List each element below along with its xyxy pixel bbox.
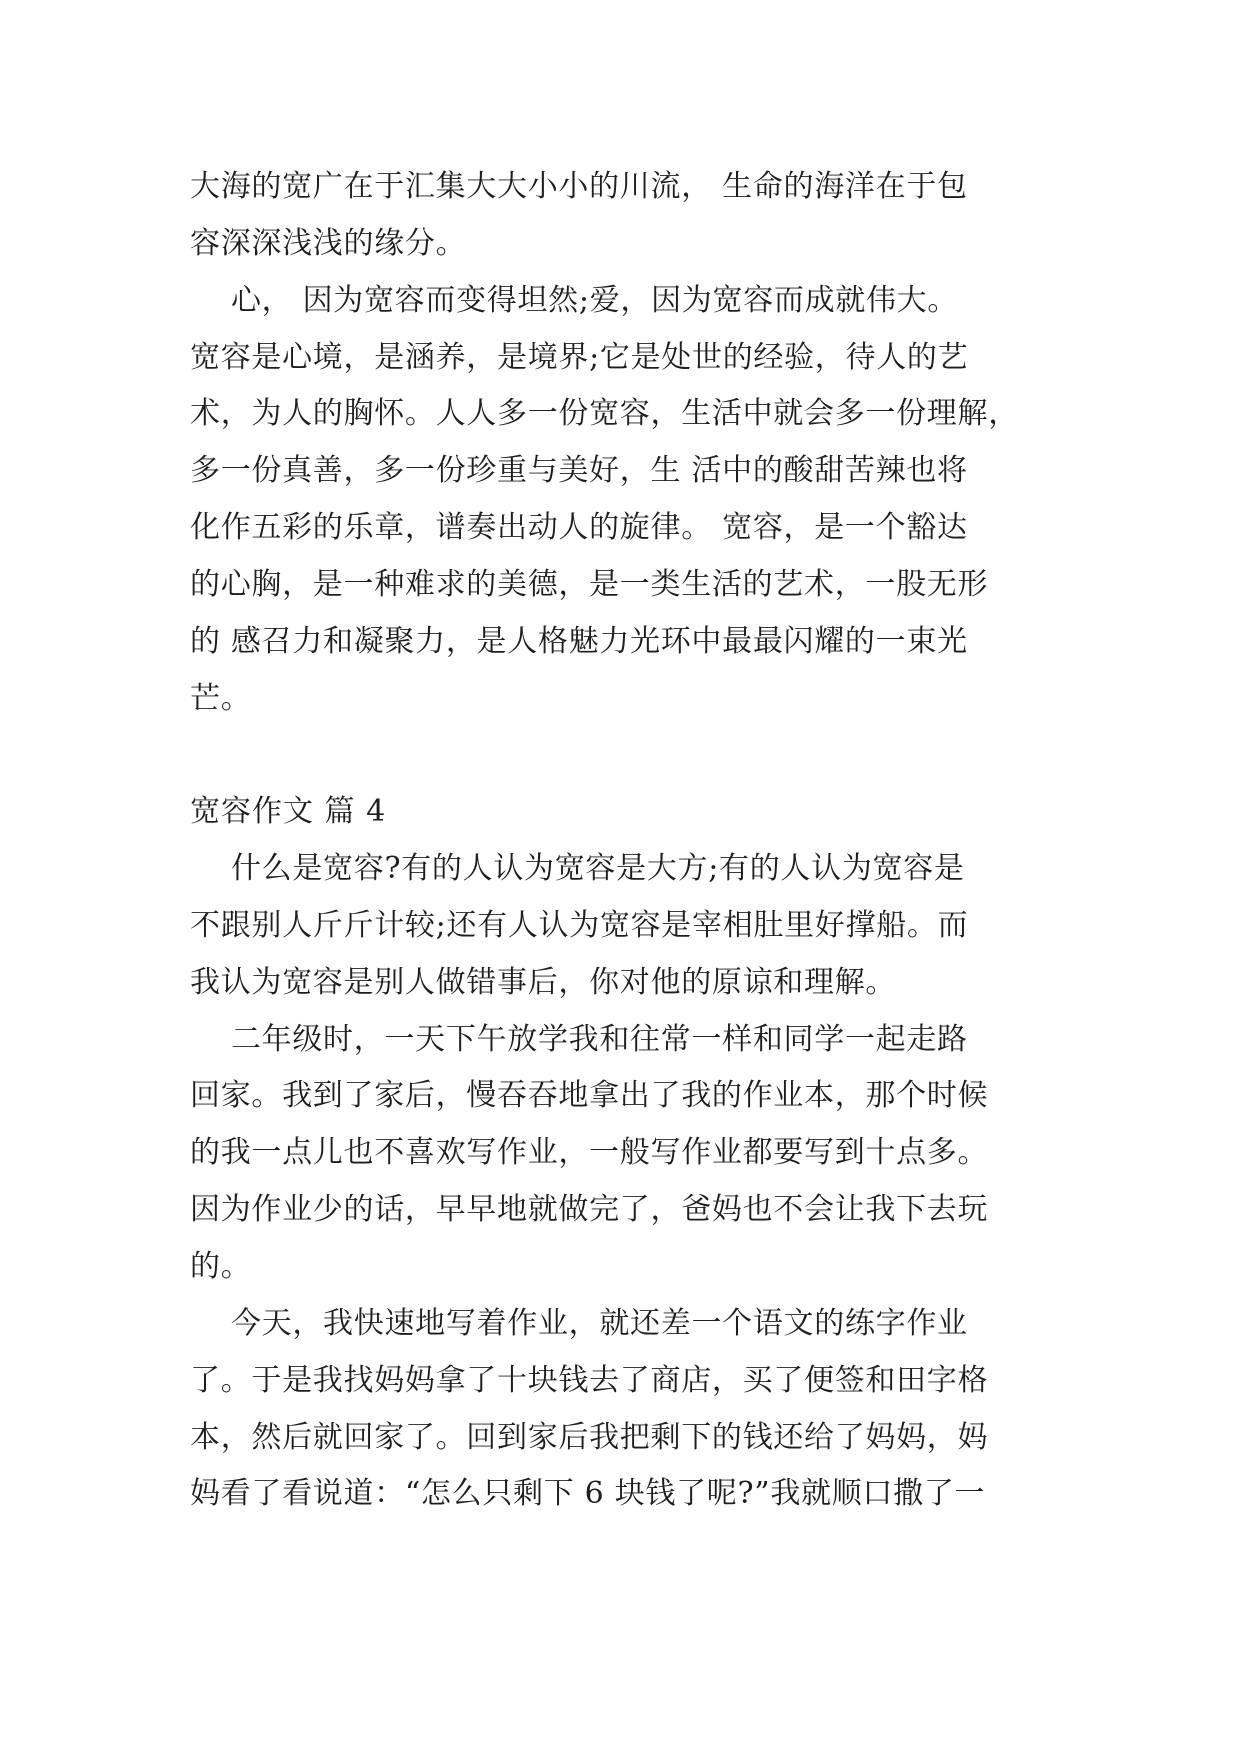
text-line: 心， 因为宽容而变得坦然;爱，因为宽容而成就伟大。: [190, 283, 959, 318]
text-line: 的 感召力和凝聚力，是人格魅力光环中最最闪耀的一束光: [190, 624, 968, 659]
section-heading: 宽容作文 篇 4: [190, 794, 387, 829]
text-line: 容深深浅浅的缘分。: [190, 226, 467, 261]
text-line: 妈看了看说道：“怎么只剩下 6 块钱了呢?”我就顺口撒了一: [190, 1476, 986, 1511]
text-line: 化作五彩的乐章，谱奏出动人的旋律。 宽容，是一个豁达: [190, 510, 968, 545]
text-line: 什么是宽容?有的人认为宽容是大方;有的人认为宽容是: [190, 851, 965, 886]
text-line: 术，为人的胸怀。人人多一份宽容，生活中就会多一份理解，: [190, 396, 1019, 431]
text-line: 本，然后就回家了。回到家后我把剩下的钱还给了妈妈，妈: [190, 1420, 989, 1455]
text-line: 大海的宽广在于汇集大大小小的川流， 生命的海洋在于包: [190, 169, 968, 204]
text-line: 的心胸，是一种难求的美德，是一类生活的艺术，一股无形: [190, 567, 989, 602]
text-line: 因为作业少的话，早早地就做完了，爸妈也不会让我下去玩: [190, 1192, 989, 1227]
text-line: 我认为宽容是别人做错事后，你对他的原谅和理解。: [190, 965, 897, 1000]
text-line: 多一份真善，多一份珍重与美好，生 活中的酸甜苦辣也将: [190, 453, 968, 488]
text-line: 今天，我快速地写着作业，就还差一个语文的练字作业: [190, 1306, 968, 1341]
text-line: 宽容是心境，是涵养，是境界;它是处世的经验，待人的艺: [190, 340, 969, 375]
text-line: 的我一点儿也不喜欢写作业，一般写作业都要写到十点多。: [190, 1135, 989, 1170]
text-line: 的。: [190, 1249, 252, 1284]
text-line: 二年级时，一天下午放学我和往常一样和同学一起走路: [190, 1022, 968, 1057]
text-line: 芒。: [190, 681, 252, 716]
text-line: 不跟别人斤斤计较;还有人认为宽容是宰相肚里好撑船。而: [190, 908, 969, 943]
text-line: 了。于是我找妈妈拿了十块钱去了商店，买了便签和田字格: [190, 1363, 989, 1398]
text-line: 回家。我到了家后，慢吞吞地拿出了我的作业本，那个时候: [190, 1078, 989, 1113]
